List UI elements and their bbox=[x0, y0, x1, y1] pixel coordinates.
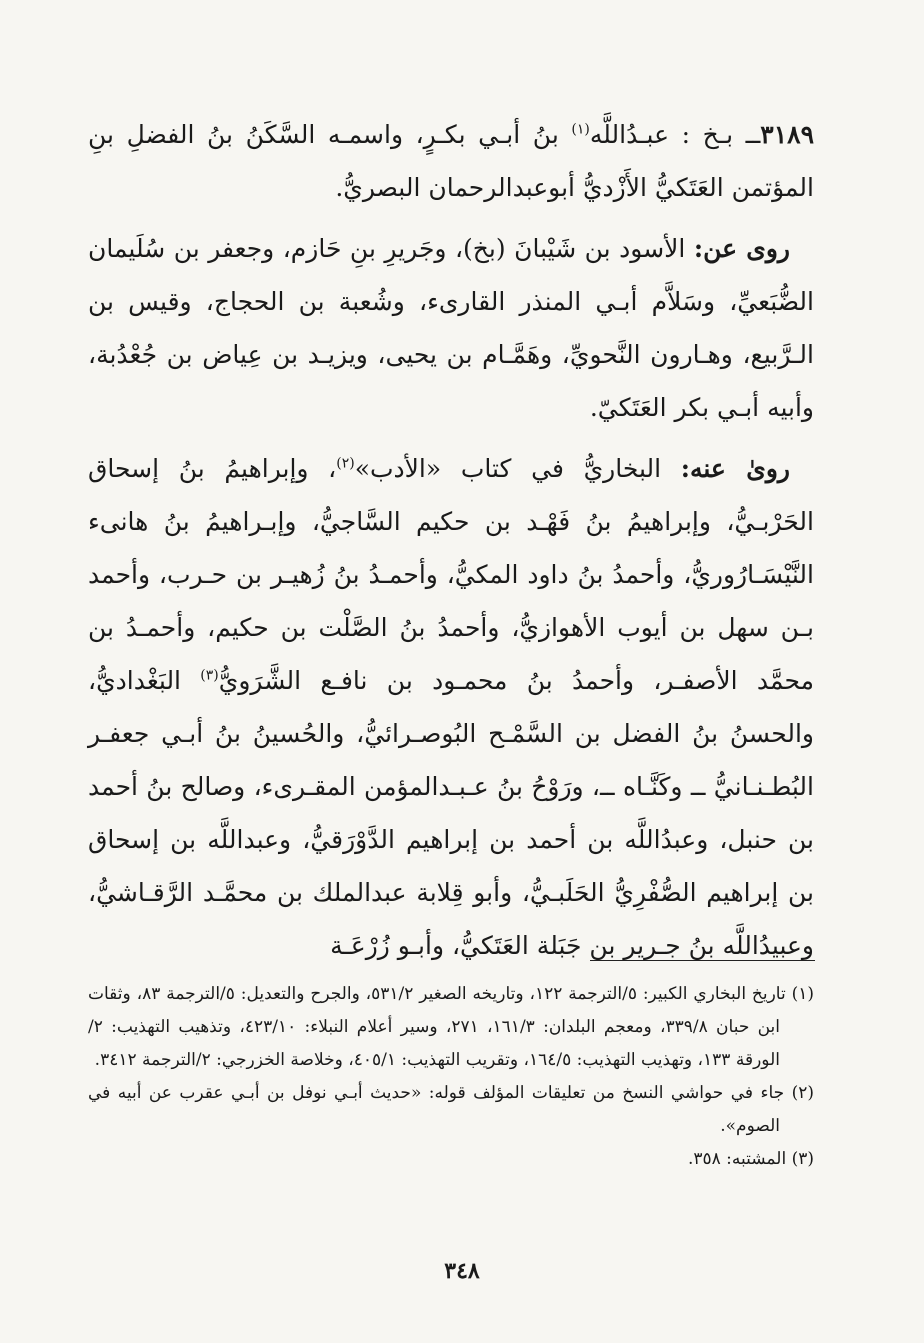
entry-heading bbox=[88, 108, 814, 214]
footnote-ref-2: (٢) bbox=[336, 455, 355, 472]
narrated-from-lead: روى عن: bbox=[693, 234, 791, 263]
footnote-divider bbox=[590, 960, 815, 961]
footnote-ref-3: (٣) bbox=[200, 667, 219, 684]
footnotes bbox=[88, 978, 814, 1176]
footnote-marker: (١) bbox=[791, 984, 814, 1004]
page-number: ٣٤٨ bbox=[444, 1258, 480, 1284]
footnote-2 bbox=[88, 1077, 814, 1143]
entry-head-rest: بنُ أبـي بكـرٍ، واسمـه السَّكَنُ بنُ الفضلِ بنِ المؤتمن العَتَكيُّ الأَزْديُّ أبوعبدالرحمان البصريُّ. bbox=[88, 120, 814, 202]
narrated-by-text-2: ، وإبراهيمُ بنُ إسحاق الحَرْبـيُّ، وإبراهيمُ بنُ فَهْـد بن حكيم السَّاجيُّ، وإبـراهيمُ بنُ هانىء النَّيْسَـارُوريُّ، وأحمدُ بنُ داود المكيُّ، وأحمـدُ بنُ زُهيـر بن حـرب، وأحمد بـن سهل بن أيوب الأهوازيُّ، وأحمدُ بنُ الصَّلْت بن حكيم، وأحمـدُ بن محمَّد الأصفـر، وأحمدُ بنُ محمـود بن نافـع الشَّرَويُّ bbox=[88, 454, 814, 695]
narrated-by-text-3: البَغْداديُّ، والحسنُ بنُ الفضل بن السَّمْـح البُوصـرائيُّ، والحُسينُ بنُ أبـي جعفـر البُطـنـانيُّ ــ وكَنَّـاه ــ، ورَوْحُ بنُ عـبـدالمؤمن المقـرىء، وصالح بنُ أحمد بن حنبل، وعبدُاللَّه بن أحمد بن إبراهيم الدَّوْرَقيُّ، وعبداللَّه بن إسحاق بن إبراهيم الصُّفْرِيُّ الحَلَبـيُّ، وأبو قِلابة عبدالملك بن محمَّـد الرَّقـاشيُّ، وعبيدُاللَّه بنُ جـرير بن جَبَلة العَتَكيُّ، وأبـو زُرْعَـة bbox=[88, 666, 814, 960]
main-text bbox=[88, 108, 814, 980]
footnote-marker: (٣) bbox=[791, 1149, 814, 1169]
narrated-from-text: الأسود بن شَيْبانَ (بخ)، وجَريرِ بنِ حَازم، وجعفر بن سُلَيمان الضُّبَعيِّ، وسَلاَّم أبـي المنذر القارىء، وشُعبة بن الحجاج، وقيس بن الـرَّبيع، وهـارون النَّحويِّ، وهَمَّـام بن يحيى، ويزيـد بن عِياض بن جُعْدُبة، وأبيه أبـي بكر العَتَكيّ. bbox=[88, 234, 814, 422]
entry-head: ــ بـخ : عبـدُاللَّه bbox=[589, 120, 761, 149]
footnote-text: جاء في حواشي النسخ من تعليقات المؤلف قوله: «حديث أبـي نوفل بن أبـي عقرب عن أبيه في الصوم». bbox=[88, 1083, 785, 1136]
footnote-text: تاريخ البخاري الكبير: ٥/الترجمة ١٢٢، وتاريخه الصغير ٥٣١/٢، والجرح والتعديل: ٥/الترجمة ٨٣، وثقات ابن حبان ٣٣٩/٨، ومعجم البلدان: ١٦١/٣، ٢٧١، وسير أعلام النبلاء: ٤٢٣/١٠، وتذهيب التهذيب: ٢/الورقة ١٣٣، وتهذيب التهذيب: ١٦٤/٥، وتقريب التهذيب: ٤٠٥/١، وخلاصة الخزرجي: ٢/الترجمة ٣٤١٢. bbox=[88, 984, 786, 1070]
narrated-by-lead: روىٰ عنه: bbox=[680, 454, 790, 483]
narrated-by-text-1: البخاريُّ في كتاب «الأدب» bbox=[354, 454, 681, 483]
entry-number: ٣١٨٩ bbox=[760, 120, 814, 149]
footnote-1 bbox=[88, 978, 814, 1077]
footnote-ref-1: (١) bbox=[571, 121, 590, 138]
narrated-from-paragraph bbox=[88, 222, 814, 434]
narrated-by-paragraph bbox=[88, 442, 814, 972]
footnote-3 bbox=[88, 1143, 814, 1176]
footnote-marker: (٢) bbox=[791, 1083, 814, 1103]
footnote-text: المشتبه: ٣٥٨. bbox=[687, 1149, 787, 1169]
